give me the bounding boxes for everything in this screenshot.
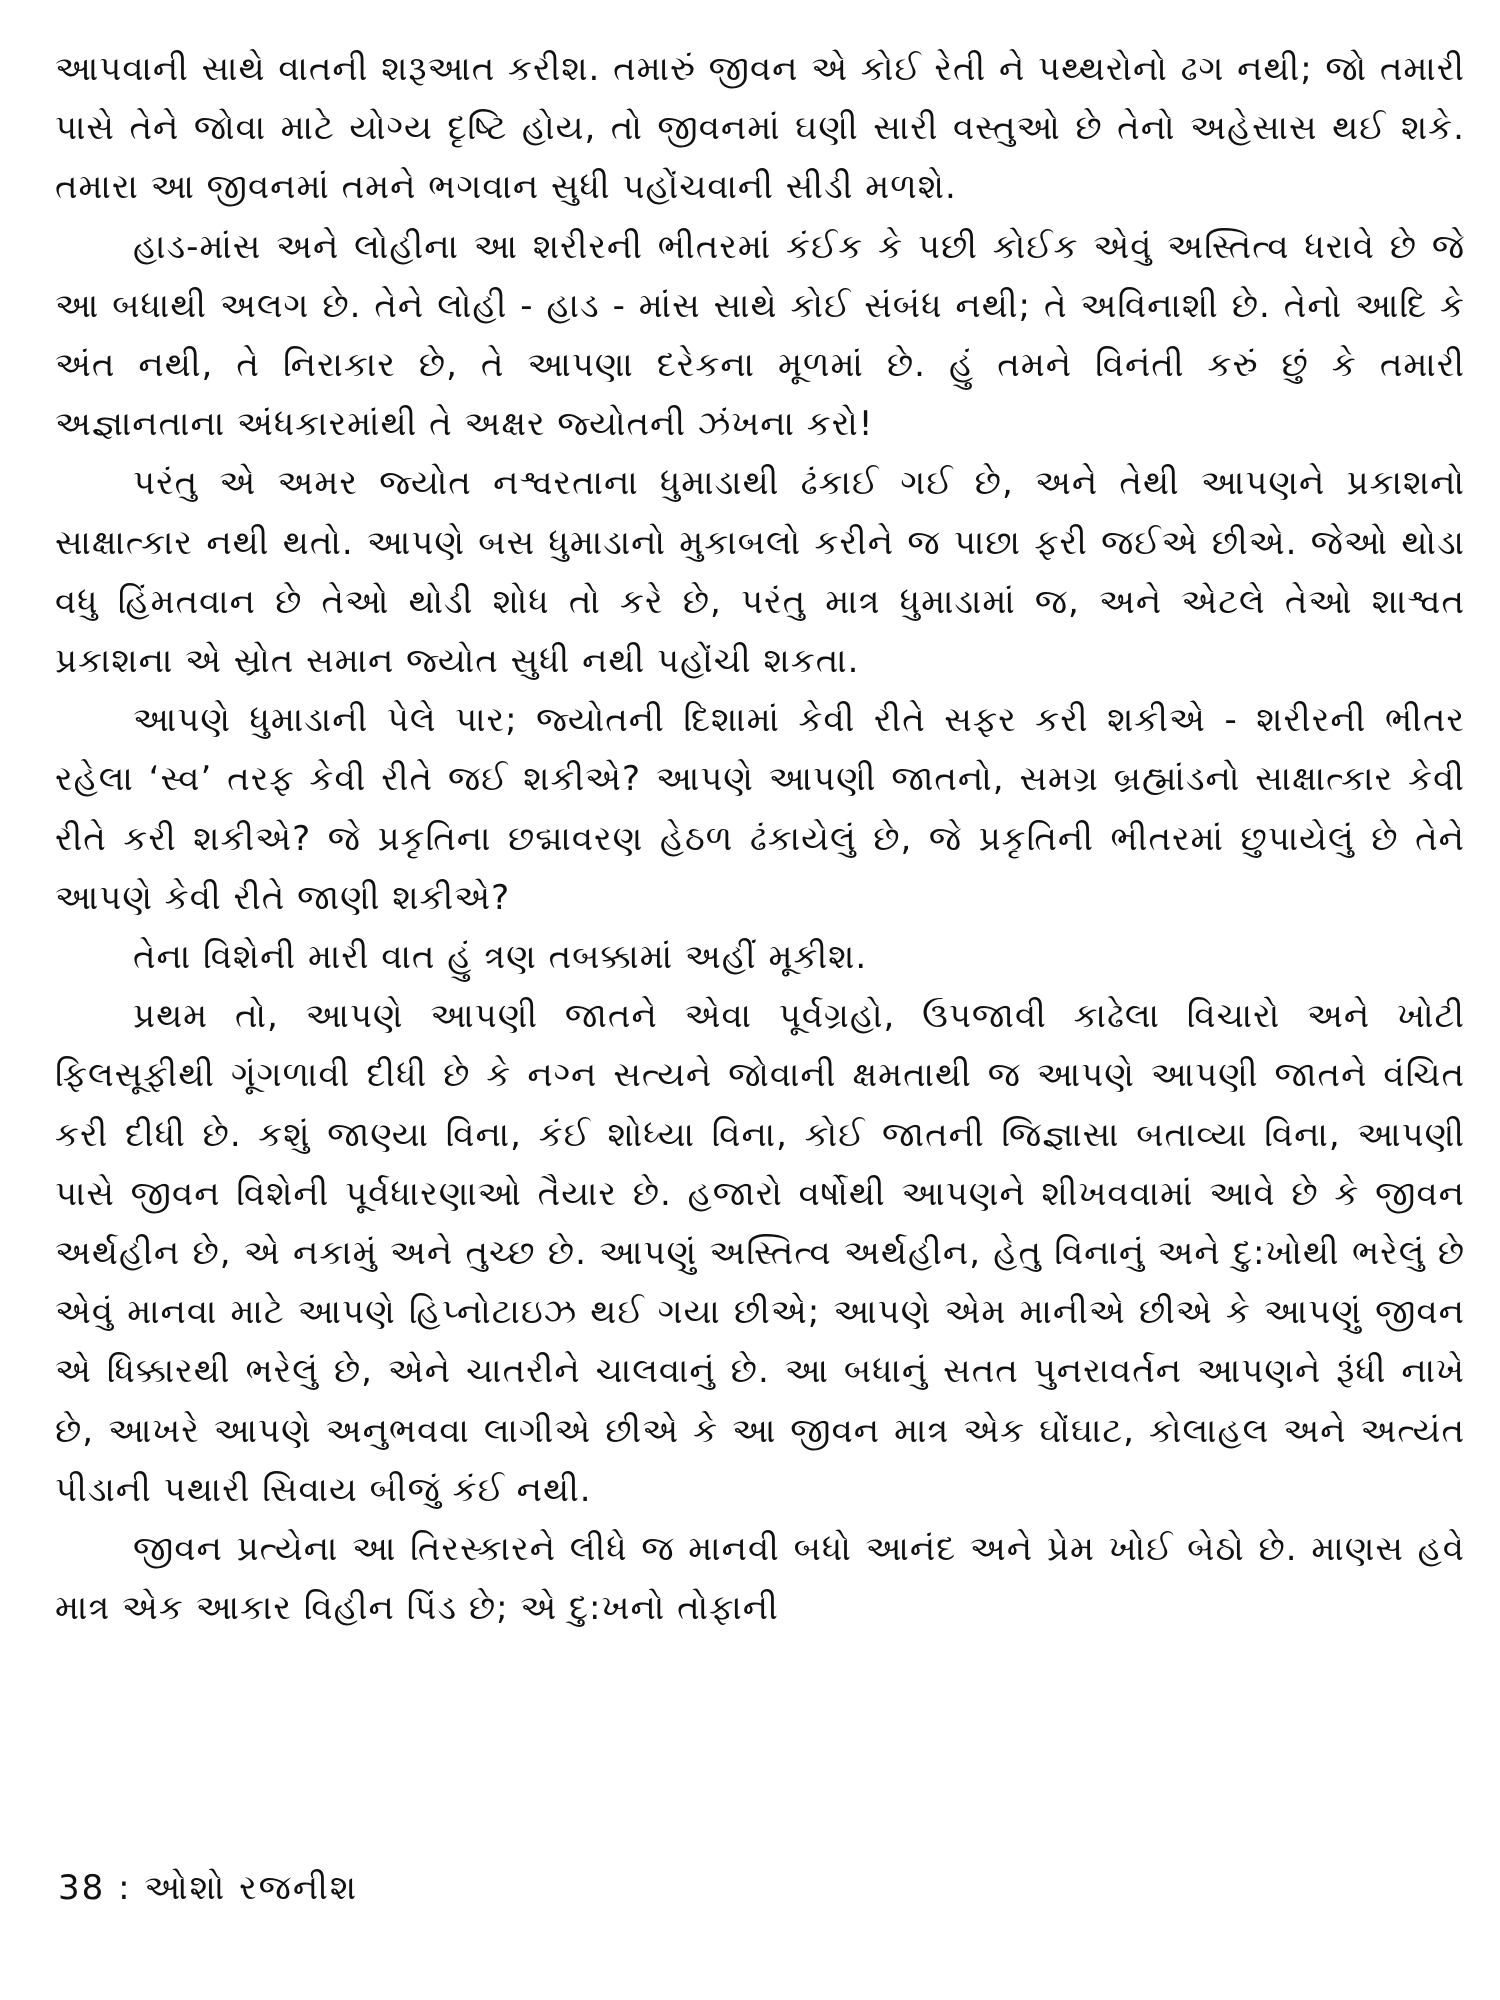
paragraph: હાડ-માંસ અને લોહીના આ શરીરની ભીતરમાં કંઈક કે પછી કોઈક એવું અસ્તિત્વ ધરાવે છે જે આ બધાથી અલગ છે. તેને લોહી - હાડ - માંસ સાથે કોઈ સંબંધ નથી; તે અવિનાશી છે. તેનો આદિ કે અંત નથી, તે નિરાકાર છે, તે આપણા દરેકના મૂળમાં છે. હું તમને વિનંતી કરું છું કે તમારી અજ્ઞાનતાના અંધકારમાંથી તે અક્ષર જ્યોતની ઝંખના કરો! [55,226,1465,445]
paragraph: તેના વિશેની મારી વાત હું ત્રણ તબક્કામાં અહીં મૂકીશ. [133,937,868,978]
body-text [55,40,1465,1638]
paragraph: આપણે ધુમાડાની પેલે પાર; જ્યોતની દિશામાં કેવી રીતે સફર કરી શકીએ - શરીરની ભીતર રહેલા ‘સ્વ’ તરફ કેવી રીતે જઈ શકીએ? આપણે આપણી જાતનો, સમગ્ર બ્રહ્માંડનો સાક્ષાત્કાર કેવી રીતે કરી શકીએ? જે પ્રકૃતિના છદ્માવરણ હેઠળ ઢંકાયેલું છે, જે પ્રકૃતિની ભીતરમાં છુપાયેલું છે તેને આપણે કેવી રીતે જાણી શકીએ? [55,700,1465,918]
paragraph: આપવાની સાથે વાતની શરૂઆત કરીશ. તમારું જીવન એ કોઈ રેતી ને પથ્થરોનો ઢગ નથી; જો તમારી પાસે તેને જોવા માટે યોગ્ય દૃષ્ટિ હોય, તો જીવનમાં ઘણી સારી વસ્તુઓ છે તેનો અહેસાસ થઈ શકે. તમારા આ જીવનમાં તમને ભગવાન સુધી પહોંચવાની સીડી મળશે. [55,49,1465,208]
paragraph: જીવન પ્રત્યેના આ તિરસ્કારને લીધે જ માનવી બધો આનંદ અને પ્રેમ ખોઈ બેઠો છે. માણસ હવે માત્ર એક આકાર વિહીન પિંડ છે; એ દુ:ખનો તોફાની [55,1529,1465,1629]
paragraph: પ્રથમ તો, આપણે આપણી જાતને એવા પૂર્વગ્રહો, ઉપજાવી કાઢેલા વિચારો અને ખોટી ફિલસૂફીથી ગૂંગળાવી દીધી છે કે નગ્ન સત્યને જોવાની ક્ષમતાથી જ આપણે આપણી જાતને વંચિત કરી દીધી છે. કશું જાણ્યા વિના, કંઈ શોધ્યા વિના, કોઈ જાતની જિજ્ઞાસા બતાવ્યા વિના, આપણી પાસે જીવન વિશેની પૂર્વધારણાઓ તૈયાર છે. હજારો વર્ષોથી આપણને શીખવવામાં આવે છે કે જીવન અર્થહીન છે, એ નકામું અને તુચ્છ છે. આપણું અસ્તિત્વ અર્થહીન, હેતુ વિનાનું અને દુ:ખોથી ભરેલું છે એવું માનવા માટે આપણે હિપ્નોટાઇઝ થઈ ગયા છીએ; આપણે એમ માનીએ છીએ કે આપણું જીવન એ ધિક્કારથી ભરેલું છે, એને ચાતરીને ચાલવાનું છે. આ બધાનું સતત પુનરાવર્તન આપણને રૂંધી નાખે છે, આખરે આપણે અનુભવવા લાગીએ છીએ કે આ જીવન માત્ર એક ઘોંઘાટ, કોલાહલ અને અત્યંત પીડાની પથારી સિવાય બીજું કંઈ નથી. [55,996,1466,1510]
paragraph: પરંતુ એ અમર જ્યોત નશ્વરતાના ધુમાડાથી ઢંકાઈ ગઈ છે, અને તેથી આપણને પ્રકાશનો સાક્ષાત્કાર નથી થતો. આપણે બસ ધુમાડાનો મુકાબલો કરીને જ પાછા ફરી જઈએ છીએ. જેઓ થોડા વધુ હિંમતવાન છે તેઓ થોડી શોધ તો કરે છે, પરંતુ માત્ર ધુમાડામાં જ, અને એટલે તેઓ શાશ્વત પ્રકાશના એ સ્રોત સમાન જ્યોત સુધી નથી પહોંચી શકતા. [55,463,1465,682]
page-footer: 38 : ઓશો રજનીશ [58,1868,359,1908]
